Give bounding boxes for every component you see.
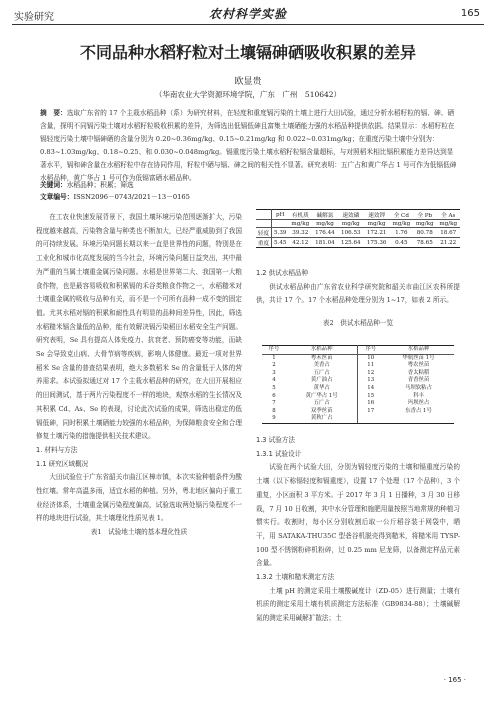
table-cell: 9 bbox=[262, 415, 286, 423]
table-cell: 东香占 1号 bbox=[405, 407, 432, 414]
section-label: 实验研究 bbox=[14, 12, 54, 23]
abstract-label: 摘 要： bbox=[40, 109, 67, 117]
table-cell: 1 bbox=[272, 354, 276, 361]
table-cell: 106.53 bbox=[338, 228, 364, 238]
table-header: 全 Pb bbox=[413, 210, 436, 220]
table-cell: 粤农丝苗 bbox=[407, 362, 430, 369]
keywords-text: 水稻品种；积累；筛选 bbox=[66, 181, 134, 189]
left-column bbox=[36, 211, 242, 540]
table-row bbox=[262, 362, 454, 370]
table-cell: 黄华占 bbox=[286, 385, 358, 393]
table-cell: 马坝软粘占 bbox=[405, 384, 432, 391]
table-cell: 12 bbox=[367, 369, 375, 376]
table-cell: 5 bbox=[272, 384, 276, 391]
section-heading-varieties: 1.2 供试水稻品种 bbox=[256, 269, 309, 277]
abstract bbox=[40, 107, 458, 184]
table-cell: 5.45 bbox=[271, 238, 288, 248]
doi-text: ISSN2096－0743/2021－13－0165 bbox=[73, 193, 190, 201]
table-cell: 10 bbox=[367, 354, 375, 361]
table-cell: 181.04 bbox=[312, 238, 338, 248]
table-unit bbox=[271, 220, 288, 228]
keywords-block bbox=[40, 179, 458, 203]
table-row bbox=[262, 408, 454, 416]
soil-properties-table bbox=[256, 209, 460, 248]
table-cell: 香太粘稻 bbox=[407, 369, 430, 376]
table-cell: 黄广华占 1号 bbox=[286, 393, 358, 401]
header-rule bbox=[12, 24, 484, 25]
section-heading-study-area: 1.1 研究区域概况 bbox=[36, 459, 89, 468]
author: 欧显贵 bbox=[234, 77, 262, 87]
table-cell: 0.45 bbox=[390, 238, 413, 248]
varieties-table bbox=[262, 345, 454, 424]
section-heading-measurement: 1.3.2 土壤和糙米测定方法 bbox=[256, 573, 335, 582]
table-unit: mg/kg bbox=[413, 220, 436, 228]
table-cell bbox=[383, 415, 454, 423]
table-cell: 科丰 bbox=[413, 392, 424, 399]
table-cell bbox=[358, 415, 383, 423]
table-cell: 176.44 bbox=[312, 228, 338, 238]
table-unit: mg/kg bbox=[312, 220, 338, 228]
table-header: 速效钾 bbox=[364, 210, 390, 220]
table-cell: 双季丝苗 bbox=[286, 408, 358, 416]
table-header: 速效磷 bbox=[338, 210, 364, 220]
table-cell: 美香占 bbox=[286, 362, 358, 370]
header-page-number: 165 bbox=[460, 8, 480, 19]
table-header: 全 Cd bbox=[390, 210, 413, 220]
table-cell: 7 bbox=[272, 400, 276, 407]
design-paragraph: 试验在两个试验大田，分别为镉轻度污染的土壤和镉重度污染的土壤（以下称镉轻度和镉重度），设置 17 个处理（17 个品种），3 个重复，小区面积 3 平方米。于 2017 年 3 月 1 日播种，3 月 30 日移栽，7 月 10 日收割，其中水分管理和施肥用量按照当地常规的种植习惯实行。收割时，每小区分别收割后取一公斤稻谷装于网袋中，晒干，用 SATAKA-THU35C 型砻谷机脱壳得到糙米，将糙米用 TYSP-100 型不锈钢粉碎机粉碎，过 0.25 mm 尼龙筛，以备测定样品元素含量。 bbox=[256, 463, 460, 568]
table-cell: 8 bbox=[272, 407, 276, 414]
table-cell: 6 bbox=[272, 392, 276, 399]
table-cell: 16 bbox=[367, 400, 375, 407]
table-header: pH bbox=[271, 210, 288, 220]
table-cell: 14 bbox=[367, 384, 375, 391]
table-stub-header bbox=[256, 210, 271, 220]
table-unit: mg/kg bbox=[364, 220, 390, 228]
table-cell: 粤禾丝苗 bbox=[286, 354, 358, 362]
measurement-paragraph: 土壤 pH 的测定采用土壤酸碱度计（ZD-05）进行测量；土壤有机质的测定采用土壤有机质测定方法标准（GB9834-88）；土壤碱解氮的测定采用碱解扩散法；土 bbox=[256, 586, 460, 623]
section-heading-design: 1.3.1 试验设计 bbox=[256, 449, 302, 458]
table-row bbox=[256, 238, 460, 248]
table-row bbox=[262, 415, 454, 423]
row-label: 重度 bbox=[256, 238, 271, 248]
table-cell: 17 bbox=[367, 407, 375, 414]
table-header: 序号 bbox=[262, 346, 286, 355]
table-cell: 175.36 bbox=[364, 238, 390, 248]
table-cell: 21.22 bbox=[436, 238, 460, 248]
table-unit: mg/kg bbox=[289, 220, 312, 228]
table-stub-header bbox=[256, 220, 271, 228]
table-cell: 青香丝苗 bbox=[407, 377, 430, 384]
section-heading-materials: 1. 材料与方法 bbox=[36, 445, 78, 454]
keywords-label: 关键词： bbox=[40, 181, 67, 189]
table-cell: 2 bbox=[272, 362, 276, 369]
table-header: 水稻品种 bbox=[383, 346, 454, 355]
table-header: 有机质 bbox=[289, 210, 312, 220]
table-cell: 五广占 bbox=[286, 370, 358, 378]
table-header: 碱解氮 bbox=[312, 210, 338, 220]
intro-paragraph: 在工农业快速发展背景下，我国土壤环境污染范围逐渐扩大，污染程度越来越高，污染物含量与种类也不断加大，已经严重威胁到了我国的可持续发展。环境污染问题长期以来一直是世界性的问题，特别是在工业化和城市化高度发展的当今社会，环境污染问题日益突出，其中最为严重的当属土壤重金属污染问题。水稻是世界第二大、我国第一大粮食作物，也是最容易吸收和积累镉的禾谷类粮食作物之一，水稻糙米对土壤重金属的吸收与品种有关，而不是一个可所有品种一成不变的固定值。尤其水稻对镉的积累和耐性具有明显的品种间差异性，因此，筛选水稻糙米镉含量低的品种，能有效解决镉污染稻田水稻安全生产问题。研究表明，Se 具有提高人体免疫力、抗衰老、预防癌变等功能，而缺 Se 会导致克山病、大骨节病等疾病，影响人体健康。最近一项对世界稻米 Se 含量的普查结果表明，绝大多数稻米 Se 的含量低于人体的营养需求。本试验拟通过对 17 个主栽水稻品种的研究，在大田开展相应的田间测试，基于两片污染程度不一样的地块，观察水稻的生长情况及其积累 Cd、As、Se 的表现，讨论此次试验的成果，筛选出稳定的低镉低砷，同时积累土壤硒能力较强的水稻品种，为保障粮食安全和合理修复土壤污染的措施提供相关技术建议。 bbox=[36, 213, 242, 441]
table-cell: 华航丝苗 1号 bbox=[402, 354, 435, 361]
study-area-paragraph: 大田试验位于广东省韶关市曲江区樟市镇，本次实验种植条件为酸性红壤。常年高温多雨，适宜水稻的种植。另外，粤北地区偏向于重工业经济体系，土壤重金属污染程度偏高，试验选取两处镉污染程度不一样的地块进行试验，其土壤理化性质见表 1。 bbox=[36, 473, 242, 523]
table-cell: 125.64 bbox=[338, 238, 364, 248]
table-cell: 5.39 bbox=[271, 228, 288, 238]
table-cell: 13 bbox=[367, 377, 375, 384]
table-cell: 玛坝丝占 bbox=[407, 400, 430, 407]
table-row bbox=[262, 377, 454, 385]
table-cell: 黄广油占 bbox=[286, 377, 358, 385]
table-row bbox=[262, 385, 454, 393]
table-unit: mg/kg bbox=[338, 220, 364, 228]
table-cell: 172.21 bbox=[364, 228, 390, 238]
table-header: 全 As bbox=[436, 210, 460, 220]
table-row bbox=[256, 228, 460, 238]
table-cell: 11 bbox=[367, 362, 375, 369]
table-cell: 4 bbox=[272, 377, 276, 384]
right-column-bottom bbox=[256, 434, 460, 626]
table-cell: 1.76 bbox=[390, 228, 413, 238]
table-row bbox=[262, 400, 454, 408]
table-cell: 39.32 bbox=[289, 228, 312, 238]
affiliation: （华南农业大学资源环境学院，广东 广州 510642） bbox=[154, 90, 342, 99]
table-row bbox=[262, 354, 454, 362]
table1-caption: 表1 试验地土壤的基本理化性质 bbox=[90, 528, 188, 537]
section-heading-methods: 1.3 试验方法 bbox=[256, 436, 295, 444]
table-header: 水稻品种 bbox=[286, 346, 358, 355]
table-cell: 3 bbox=[272, 369, 276, 376]
table-cell: 42.12 bbox=[289, 238, 312, 248]
table-cell: 78.65 bbox=[413, 238, 436, 248]
table-cell: 18.67 bbox=[436, 228, 460, 238]
table-unit: mg/kg bbox=[390, 220, 413, 228]
table2-caption: 表2 供试水稻品种一览 bbox=[322, 319, 394, 328]
table-cell: 五广占 bbox=[286, 400, 358, 408]
table-header: 序号 bbox=[358, 346, 383, 355]
row-label: 轻度 bbox=[256, 228, 271, 238]
doi-label: 文章编号： bbox=[40, 193, 74, 201]
table-cell: 15 bbox=[367, 392, 375, 399]
table-cell: 黄秋广占 bbox=[286, 415, 358, 423]
article-title: 不同品种水稻籽粒对土壤镉砷硒吸收积累的差异 bbox=[79, 43, 416, 62]
table-unit: mg/kg bbox=[436, 220, 460, 228]
right-column-top bbox=[256, 267, 460, 331]
table-cell: 80.78 bbox=[413, 228, 436, 238]
journal-name: 农村科学实验 bbox=[208, 7, 287, 21]
footer-page-number: · 165 · bbox=[443, 676, 466, 684]
varieties-paragraph: 供试水稻品种由广东省农业科学研究院和韶关市曲江区农科所提供，共计 17 个。17 个水稻品种处理分别为 1~17，如表 2 所示。 bbox=[256, 282, 460, 305]
abstract-text: 选取广东省的 17 个主栽水稻品种（系）为研究材料，在轻度和重度镉污染的土壤上进行大田试验，通过分析水稻籽粒的镉、砷、硒含量，探明不同镉污染土壤对水稻籽粒吸收积累的差异，为筛选出低镉低砷且富集土壤硒能力强的水稻品种提供依据。结果显示：水稻籽粒在镉轻度污染土壤中镉砷硒的含量分别为 0.20~0.36mg/kg、0.15~0.21mg/kg 和 0.022~0.031mg/kg；在重度污染土壤中分别为：0.83~1.03mg/kg、0.18~0.25、和 0.030~0.048mg/kg。镉重度污染土壤水稻籽粒镉含量超标，与对照稻米相比镉积累能力差异达到显著水平，镉和砷含量在水稻籽粒中存在协同作用，籽粒中硒与镉、砷之间的相关性不显著。研究表明：五广占和黄广华占 1 号可作为低镉低砷水稻品种，黄广华占 1 号可作为低镉富硒水稻品种。 bbox=[40, 109, 457, 182]
